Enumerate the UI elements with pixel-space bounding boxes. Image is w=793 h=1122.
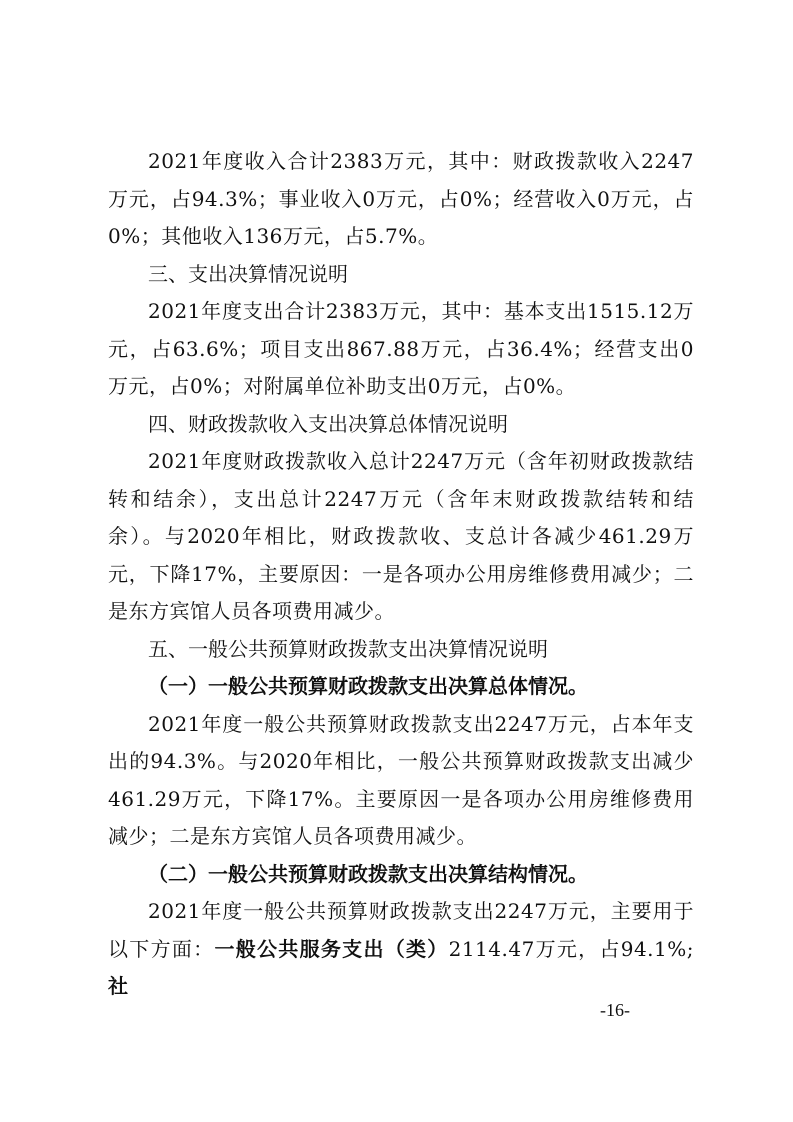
structure-text-start: 2021年度一般公共预算财政拨款支出2247万元，主要用于以下方面： <box>108 899 694 961</box>
expenditure-paragraph: 2021年度支出合计2383万元，其中：基本支出1515.12万元，占63.6%；项目支出867.88万元，占36.4%；经营支出0万元，占0%；对附属单位补助支出0万元，占0%。 <box>108 299 694 398</box>
structure-text-value: 2114.47万元，占94.1%; <box>448 936 695 961</box>
section-heading-fiscal-allocation: 四、财政拨款收入支出决算总体情况说明 <box>148 411 508 436</box>
income-paragraph: 2021年度收入合计2383万元，其中：财政拨款收入2247万元，占94.3%；事业收入0万元，占0%；经营收入0万元，占0%；其他收入136万元，占5.7%。 <box>108 149 694 248</box>
page-number: -16- <box>600 1000 630 1020</box>
subheading-overall: （一）一般公共预算财政拨款支出决算总体情况。 <box>148 674 588 698</box>
section-heading-expenditure: 三、支出决算情况说明 <box>148 261 348 286</box>
fiscal-allocation-paragraph: 2021年度财政拨款收入总计2247万元（含年初财政拨款结转和结余），支出总计2247万元（含年末财政拨款结转和结余）。与2020年相比，财政拨款收、支总计各减少461.29万元，下降17%，主要原因：一是各项办公用房维修费用减少；二是东方宾馆人员各项费用减少。 <box>108 449 694 623</box>
document-body <box>108 143 694 1006</box>
structure-text-continuation: 社 <box>108 974 129 998</box>
general-budget-overall-paragraph: 2021年度一般公共预算财政拨款支出2247万元，占本年支出的94.3%。与2020年相比，一般公共预算财政拨款支出减少461.29万元，下降17%。主要原因一是各项办公用房维修费用减少；二是东方宾馆人员各项费用减少。 <box>108 711 694 848</box>
structure-text-category: 一般公共服务支出（类） <box>214 936 449 961</box>
subheading-structure: （二）一般公共预算财政拨款支出决算结构情况。 <box>148 861 588 886</box>
general-budget-structure-paragraph <box>108 893 694 1006</box>
section-heading-general-budget: 五、一般公共预算财政拨款支出决算情况说明 <box>148 636 548 661</box>
